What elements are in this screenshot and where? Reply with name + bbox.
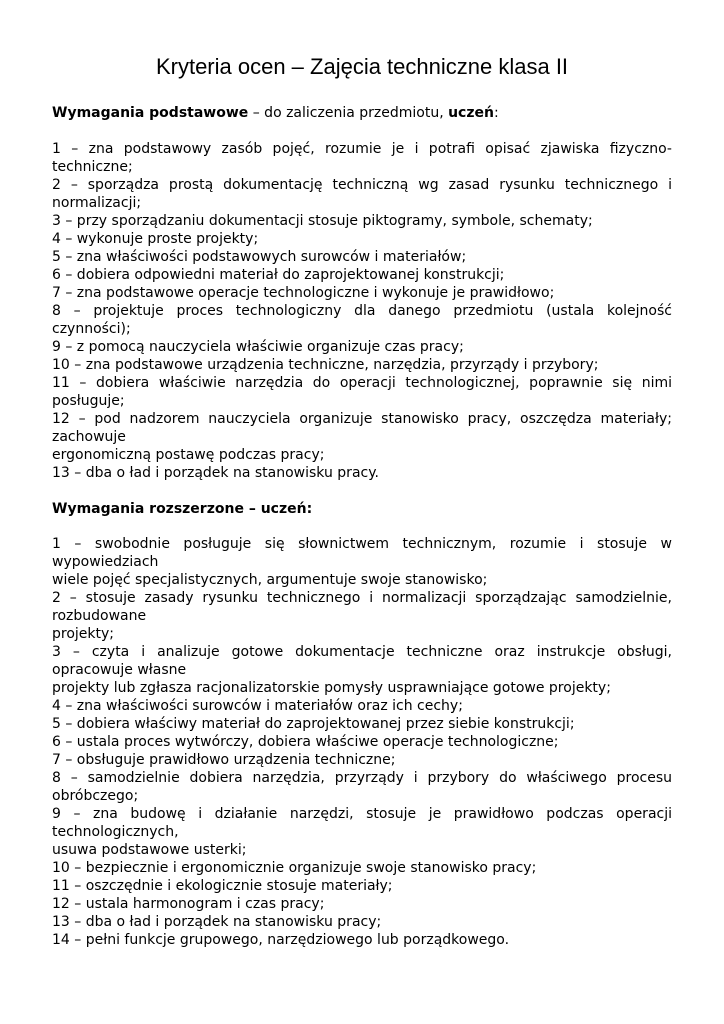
basic-heading-student: uczeń <box>448 105 494 121</box>
requirement-item: 13 – dba o ład i porządek na stanowisku pracy; <box>52 914 382 930</box>
requirement-item: 6 – dobiera odpowiedni materiał do zaprojektowanej konstrukcji; <box>52 267 505 283</box>
requirement-item: 10 – bezpiecznie i ergonomicznie organizuje swoje stanowisko pracy; <box>52 860 537 876</box>
requirement-item: projekty lub zgłasza racjonalizatorskie pomysły usprawniające gotowe projekty; <box>52 680 611 696</box>
requirement-item: 12 – pod nadzorem nauczyciela organizuje stanowisko pracy, oszczędza materiały; zachowuje <box>52 411 672 445</box>
requirement-item: 8 – samodzielnie dobiera narzędzia, przyrządy i przybory do właściwego procesu obróbczego; <box>52 770 672 804</box>
requirement-item: 2 – sporządza prostą dokumentację techniczną wg zasad rysunku technicznego i normalizacji; <box>52 177 672 211</box>
requirement-item: wiele pojęć specjalistycznych, argumentuje swoje stanowisko; <box>52 572 488 588</box>
requirement-item: 3 – przy sporządzaniu dokumentacji stosuje piktogramy, symbole, schematy; <box>52 213 593 229</box>
requirement-item: 14 – pełni funkcje grupowego, narzędziowego lub porządkowego. <box>52 932 510 948</box>
requirement-item: 4 – wykonuje proste projekty; <box>52 231 259 247</box>
requirement-item: 13 – dba o ład i porządek na stanowisku pracy. <box>52 465 379 481</box>
basic-heading-bold: Wymagania podstawowe <box>52 105 249 121</box>
basic-heading-text: – do zaliczenia przedmiotu, <box>248 105 449 121</box>
extended-heading-bold: Wymagania rozszerzone – uczeń: <box>52 501 313 517</box>
requirement-item: usuwa podstawowe usterki; <box>52 842 247 858</box>
requirement-item: 8 – projektuje proces technologiczny dla danego przedmiotu (ustala kolejność czynności); <box>52 303 672 337</box>
requirement-item: 1 – zna podstawowy zasób pojęć, rozumie je i potrafi opisać zjawiska fizyczno-techniczne; <box>52 141 672 175</box>
basic-heading-colon: : <box>493 105 499 121</box>
extended-requirements-heading <box>52 500 672 518</box>
extended-requirements-list <box>52 535 672 949</box>
requirement-item: ergonomiczną postawę podczas pracy; <box>52 447 325 463</box>
requirement-item: 7 – zna podstawowe operacje technologiczne i wykonuje je prawidłowo; <box>52 285 555 301</box>
requirement-item: 11 – dobiera właściwie narzędzia do operacji technologicznej, poprawnie się nimi posługuje; <box>52 375 672 409</box>
requirement-item: 4 – zna właściwości surowców i materiałów oraz ich cechy; <box>52 698 463 714</box>
requirement-item: 3 – czyta i analizuje gotowe dokumentacje techniczne oraz instrukcje obsługi, opracowuje własne <box>52 644 672 678</box>
requirement-item: 2 – stosuje zasady rysunku technicznego i normalizacji sporządzając samodzielnie, rozbudowane <box>52 590 672 624</box>
requirement-item: 9 – z pomocą nauczyciela właściwie organizuje czas pracy; <box>52 339 464 355</box>
requirement-item: 5 – zna właściwości podstawowych surowców i materiałów; <box>52 249 467 265</box>
requirement-item: 5 – dobiera właściwy materiał do zaprojektowanej przez siebie konstrukcji; <box>52 716 575 732</box>
requirement-item: 1 – swobodnie posługuje się słownictwem technicznym, rozumie i stosuje w wypowiedziach <box>52 536 672 570</box>
requirement-item: 9 – zna budowę i działanie narzędzi, stosuje je prawidłowo podczas operacji technologicznych, <box>52 806 672 840</box>
requirement-item: 11 – oszczędnie i ekologicznie stosuje materiały; <box>52 878 393 894</box>
basic-requirements-heading <box>52 104 672 122</box>
requirement-item: projekty; <box>52 626 115 642</box>
requirement-item: 10 – zna podstawowe urządzenia techniczne, narzędzia, przyrządy i przybory; <box>52 357 599 373</box>
requirement-item: 7 – obsługuje prawidłowo urządzenia techniczne; <box>52 752 396 768</box>
basic-requirements-list <box>52 140 672 482</box>
document-content <box>52 104 672 949</box>
requirement-item: 6 – ustala proces wytwórczy, dobiera właściwe operacje technologiczne; <box>52 734 559 750</box>
page-title: Kryteria ocen – Zajęcia techniczne klasa II <box>155 54 569 79</box>
requirement-item: 12 – ustala harmonogram i czas pracy; <box>52 896 325 912</box>
